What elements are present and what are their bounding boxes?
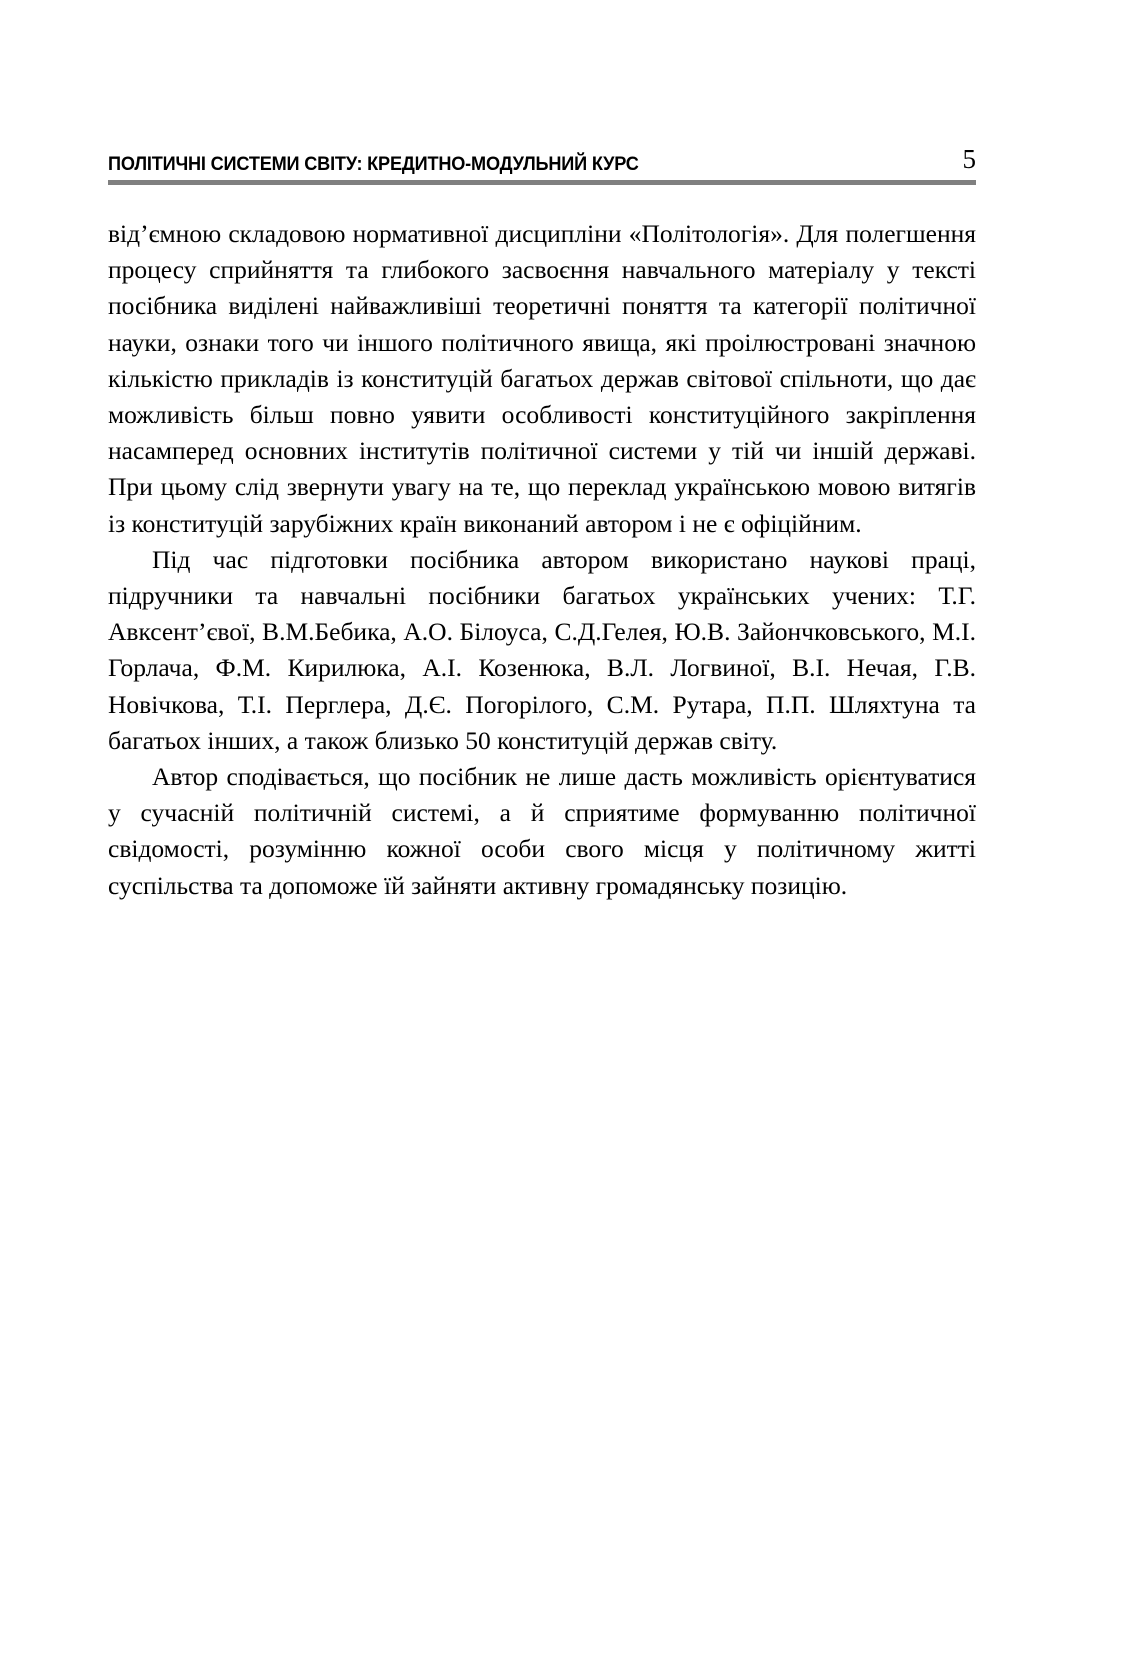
paragraph-1: від’ємною складовою нормативної дисципліни «Політологія». Для полегшення процесу сприйняття та глибокого засвоєння навчального матеріалу у тексті посібника виділені найважливіші теоретичні поняття та категорії політичної науки, ознаки того чи іншого політичного явища, які проілюстровані значною кількістю прикладів із конституцій багатьох держав світової спільноти, що дає можливість більш повно уявити особливості конституційного закріплення насамперед основних інститутів політичної системи у тій чи іншій державі. При цьому слід звернути увагу на те, що переклад українською мовою витягів із конституцій зарубіжних країн виконаний автором і не є офіційним.	[108, 219, 976, 538]
header-rule-divider	[108, 180, 976, 185]
paragraph-3: Автор сподівається, що посібник не лише дасть можливість орієнтуватися у сучасній політичній системі, а й сприятиме формуванню політичної свідомості, розумінню кожної особи свого місця у політичному житті суспільства та допоможе їй зайняти активну громадянську позицію.	[108, 762, 976, 900]
page-number: 5	[962, 144, 976, 174]
body-text-column	[108, 216, 976, 904]
page-header	[108, 140, 976, 174]
paragraph-2: Під час підготовки посібника автором використано наукові праці, підручники та навчальні посібники багатьох українських учених: Т.Г. Авксент’євої, В.М.Бебика, А.О. Білоуса, С.Д.Гелея, Ю.В. Зайончковського, М.І. Горлача, Ф.М. Кирилюка, А.І. Козенюка, В.Л. Логвиної, В.І. Нечая, Г.В. Новічкова, Т.І. Перглера, Д.Є. Погорілого, С.М. Рутара, П.П. Шляхтуна та багатьох інших, а також близько 50 конституцій держав світу.	[108, 544, 976, 755]
running-head-title: ПОЛІТИЧНІ СИСТЕМИ СВІТУ: КРЕДИТНО-МОДУЛЬНИЙ КУРС	[108, 152, 639, 175]
